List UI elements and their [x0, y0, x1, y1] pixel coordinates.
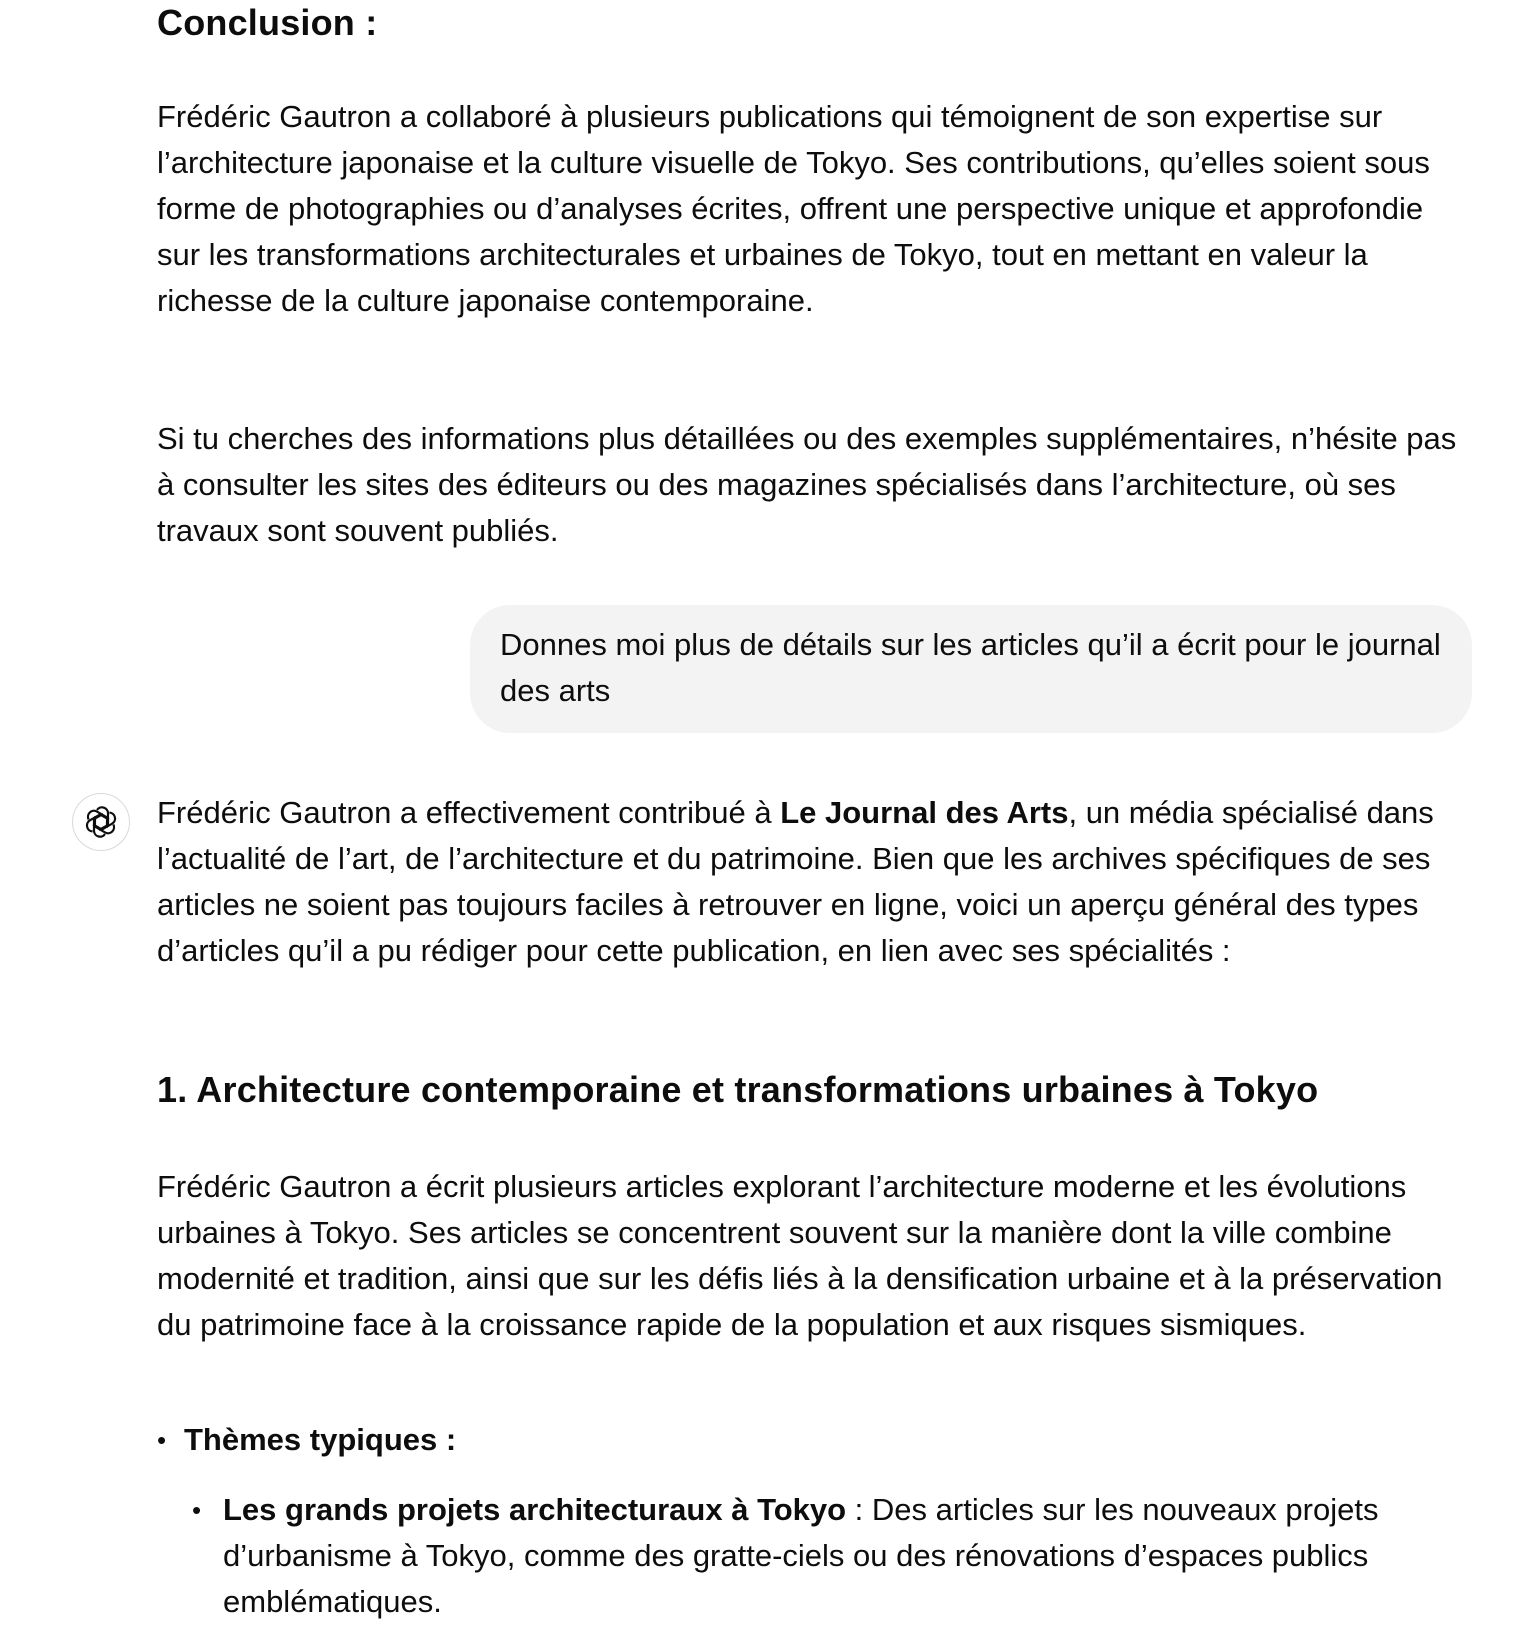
assistant-message-intro	[157, 790, 1457, 974]
conclusion-paragraph-2: Si tu cherches des informations plus détaillées ou des exemples supplémentaires, n’hésite pas à consulter les sites des éditeurs ou des magazines spécialisés dans l’architecture, où ses travaux sont souvent publiés.	[157, 421, 1457, 548]
intro-text-after: , un média spécialisé dans l’actualité de l’art, de l’architecture et du patrimoine. Bien que les archives spécifiques de ses articles ne soient pas toujours faciles à retrouver en ligne, voici un aperçu général des types d’articles qu’il a pu rédiger pour cette publication, en lien avec ses spécialités :	[157, 795, 1434, 968]
theme-1-text: : Des articles sur les nouveaux projets d’urbanisme à Tokyo, comme des gratte-ciels ou des rénovations d’espaces publics emblématiques.	[223, 1492, 1379, 1619]
user-message-text: Donnes moi plus de détails sur les articles qu’il a écrit pour le journal des arts	[500, 627, 1441, 708]
section-1-heading-wrap	[157, 1066, 1457, 1114]
assistant-avatar	[72, 793, 130, 851]
conclusion-paragraph-2-wrap	[157, 416, 1457, 554]
themes-list-wrap	[157, 1417, 1457, 1463]
bullet-marker: •	[192, 1495, 202, 1525]
themes-sublist-wrap	[157, 1487, 1397, 1625]
intro-text-before: Frédéric Gautron a effectivement contribué à	[157, 795, 781, 830]
section-1-paragraph-wrap	[157, 1164, 1457, 1348]
assistant-message-intro-wrap	[157, 790, 1457, 974]
user-message-bubble	[470, 605, 1472, 733]
theme-1-title: Les grands projets architecturaux à Tokyo	[223, 1492, 847, 1527]
themes-list	[157, 1417, 1457, 1463]
list-item	[157, 1417, 1457, 1463]
section-1-paragraph: Frédéric Gautron a écrit plusieurs articles explorant l’architecture moderne et les évolutions urbaines à Tokyo. Ses articles se concentrent souvent sur la manière dont la ville combine modernité et tradition, ainsi que sur les défis liés à la densification urbaine et à la préservation du patrimoine face à la croissance rapide de la population et aux risques sismiques.	[157, 1169, 1443, 1342]
conclusion-paragraph-1: Frédéric Gautron a collaboré à plusieurs publications qui témoignent de son expertise sur l’architecture japonaise et la culture visuelle de Tokyo. Ses contributions, qu’elles soient sous forme de photographies ou d’analyses écrites, offrent une perspective unique et approfondie sur les transformations architecturales et urbaines de Tokyo, tout en mettant en valeur la richesse de la culture japonaise contemporaine.	[157, 99, 1430, 318]
assistant-message-previous	[157, 0, 1457, 46]
conclusion-paragraph-1-wrap	[157, 94, 1457, 324]
themes-label: Thèmes typiques :	[184, 1422, 457, 1457]
section-1-heading: 1. Architecture contemporaine et transformations urbaines à Tokyo	[157, 1069, 1319, 1110]
list-item	[157, 1487, 1397, 1625]
conclusion-heading: Conclusion :	[157, 2, 378, 43]
bullet-marker: •	[157, 1425, 167, 1455]
intro-publication-name: Le Journal des Arts	[780, 795, 1069, 830]
themes-sublist	[157, 1487, 1397, 1625]
openai-logo-icon	[83, 804, 119, 840]
